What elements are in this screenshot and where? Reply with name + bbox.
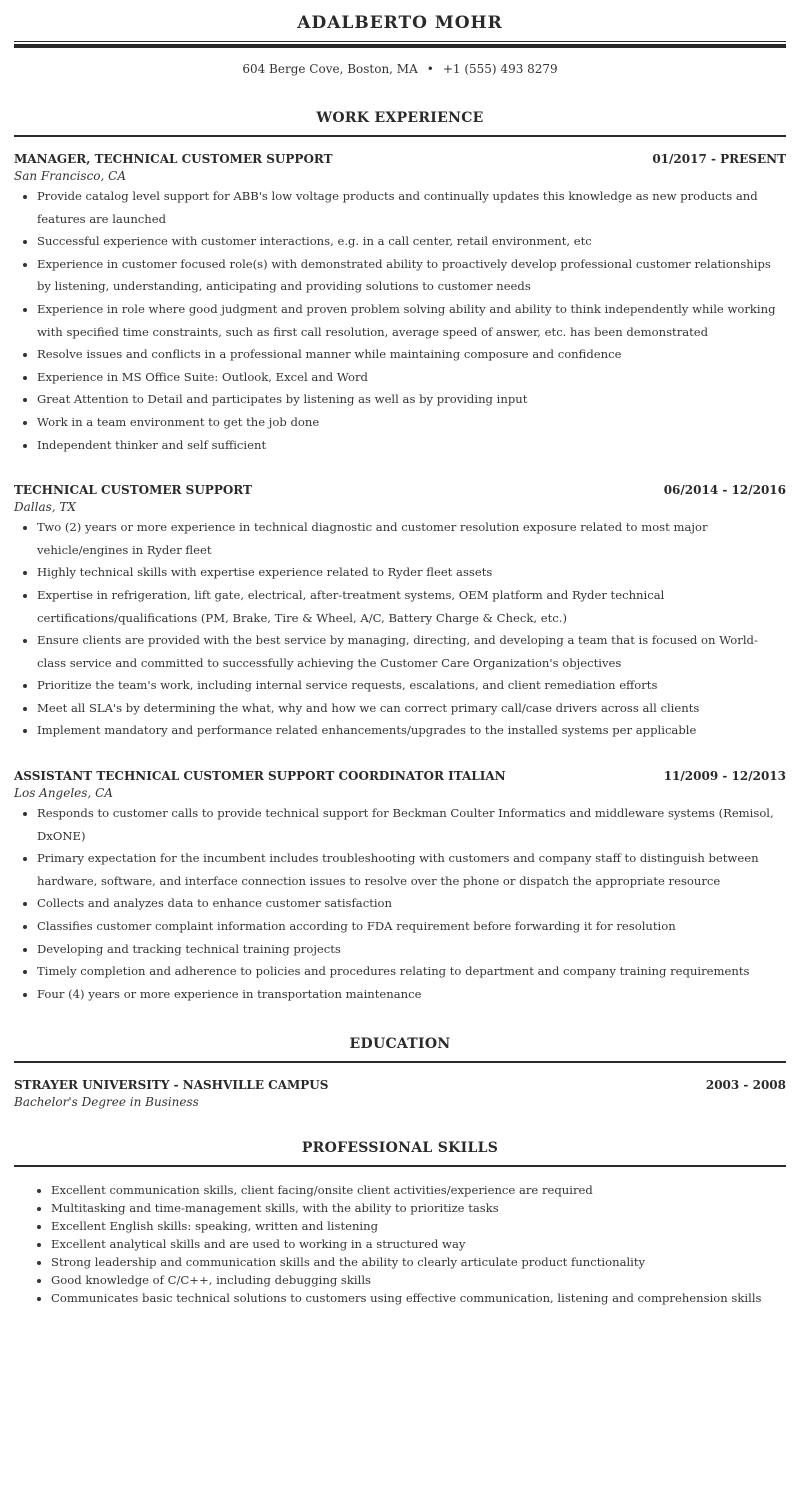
education-divider	[14, 1061, 786, 1063]
list-item: • Ensure clients are provided with the best service by managing, directing, and developing a team that is focused on World-class service and committed to successfully achieving the Customer Care Organization's objectives	[37, 629, 786, 674]
list-item: • Responds to customer calls to provide technical support for Beckman Coulter Informatics and middleware systems (Remisol, DxONE)	[37, 802, 786, 847]
job-responsibilities	[14, 516, 786, 742]
job-dates: 11/2009 - 12/2013	[663, 769, 786, 784]
list-item: • Work in a team environment to get the job done	[37, 411, 786, 434]
job-location: Dallas, TX	[14, 500, 76, 515]
education-entry	[14, 1077, 786, 1111]
skills-section	[14, 1139, 786, 1307]
resume-page	[14, 0, 786, 1307]
job-entry	[14, 151, 786, 456]
list-item: • Excellent communication skills, client facing/onsite client activities/experience are required	[51, 1181, 786, 1199]
candidate-name: ADALBERTO MOHR	[297, 13, 503, 33]
education-dates: 2003 - 2008	[705, 1078, 786, 1093]
skills-divider	[14, 1165, 786, 1167]
work-experience-heading: WORK EXPERIENCE	[316, 110, 484, 126]
resume-header	[14, 0, 786, 77]
job-location: Los Angeles, CA	[14, 786, 113, 801]
contact-address: 604 Berge Cove, Boston, MA	[242, 62, 418, 76]
contact-line	[14, 61, 786, 77]
header-divider-thin	[14, 41, 786, 42]
list-item: • Resolve issues and conflicts in a professional manner while maintaining composure and confidence	[37, 343, 786, 366]
list-item: • Four (4) years or more experience in transportation maintenance	[37, 983, 786, 1006]
list-item: • Experience in customer focused role(s) with demonstrated ability to proactively develop professional customer relationships by listening, understanding, anticipating and providing solutions to customer needs	[37, 253, 786, 298]
job-entry	[14, 482, 786, 742]
skills-heading: PROFESSIONAL SKILLS	[301, 1140, 499, 1157]
list-item: • Experience in role where good judgment and proven problem solving ability and ability to think independently while working with specified time constraints, such as first call resolution, average speed of answer, etc. has been demonstrated	[37, 298, 786, 343]
list-item: • Excellent English skills: speaking, written and listening	[51, 1217, 786, 1235]
job-header	[14, 768, 786, 784]
list-item: • Experience in MS Office Suite: Outlook, Excel and Word	[37, 366, 786, 389]
degree: Bachelor's Degree in Business	[14, 1095, 199, 1110]
list-item: • Communicates basic technical solutions to customers using effective communication, listening and comprehension skills	[51, 1289, 786, 1307]
contact-separator: •	[426, 62, 434, 76]
list-item: • Primary expectation for the incumbent includes troubleshooting with customers and company staff to distinguish between hardware, software, and interface connection issues to resolve over the phone or dispatch the appropriate resource	[37, 847, 786, 892]
job-title: ASSISTANT TECHNICAL CUSTOMER SUPPORT COORDINATOR ITALIAN	[14, 769, 506, 784]
education-heading: EDUCATION	[349, 1036, 451, 1053]
work-experience-section	[14, 109, 786, 1005]
list-item: • Great Attention to Detail and participates by listening as well as by providing input	[37, 388, 786, 411]
job-entry	[14, 768, 786, 1005]
list-item: • Provide catalog level support for ABB's low voltage products and continually updates this knowledge as new products and features are launched	[37, 185, 786, 230]
education-header	[14, 1077, 786, 1093]
list-item: • Independent thinker and self sufficient	[37, 434, 786, 457]
list-item: • Timely completion and adherence to policies and procedures relating to department and company training requirements	[37, 960, 786, 983]
list-item: • Meet all SLA's by determining the what, why and how we can correct primary call/case drivers across all clients	[37, 697, 786, 720]
list-item: • Developing and tracking technical training projects	[37, 938, 786, 961]
list-item: • Highly technical skills with expertise experience related to Ryder fleet assets	[37, 561, 786, 584]
header-divider-thick	[14, 44, 786, 48]
job-responsibilities	[14, 802, 786, 1005]
work-experience-divider	[14, 135, 786, 137]
list-item: • Collects and analyzes data to enhance customer satisfaction	[37, 892, 786, 915]
job-location: San Francisco, CA	[14, 169, 127, 183]
list-item: • Expertise in refrigeration, lift gate, electrical, after-treatment systems, OEM platform and Ryder technical certifications/qualifications (PM, Brake, Tire & Wheel, A/C, Battery Charge & Check, etc.)	[37, 584, 786, 629]
job-dates: 06/2014 - 12/2016	[663, 483, 786, 498]
job-header	[14, 151, 786, 167]
education-section	[14, 1035, 786, 1111]
list-item: • Classifies customer complaint information according to FDA requirement before forwarding it for resolution	[37, 915, 786, 938]
list-item: • Successful experience with customer interactions, e.g. in a call center, retail environment, etc	[37, 230, 786, 253]
list-item: • Multitasking and time-management skills, with the ability to prioritize tasks	[51, 1199, 786, 1217]
job-title: MANAGER, TECHNICAL CUSTOMER SUPPORT	[14, 152, 333, 166]
list-item: • Strong leadership and communication skills and the ability to clearly articulate product functionality	[51, 1253, 786, 1271]
job-header	[14, 482, 786, 498]
skills-list	[14, 1181, 786, 1307]
job-title: TECHNICAL CUSTOMER SUPPORT	[14, 483, 252, 498]
school-name: STRAYER UNIVERSITY - NASHVILLE CAMPUS	[14, 1078, 329, 1093]
contact-phone: +1 (555) 493 8279	[442, 62, 558, 76]
job-dates: 01/2017 - PRESENT	[652, 152, 786, 166]
list-item: • Good knowledge of C/C++, including debugging skills	[51, 1271, 786, 1289]
list-item: • Excellent analytical skills and are used to working in a structured way	[51, 1235, 786, 1253]
list-item: • Two (2) years or more experience in technical diagnostic and customer resolution exposure related to most major vehicle/engines in Ryder fleet	[37, 516, 786, 561]
list-item: • Prioritize the team's work, including internal service requests, escalations, and client remediation efforts	[37, 674, 786, 697]
list-item: • Implement mandatory and performance related enhancements/upgrades to the installed systems per applicable	[37, 719, 786, 742]
job-responsibilities	[14, 185, 786, 456]
